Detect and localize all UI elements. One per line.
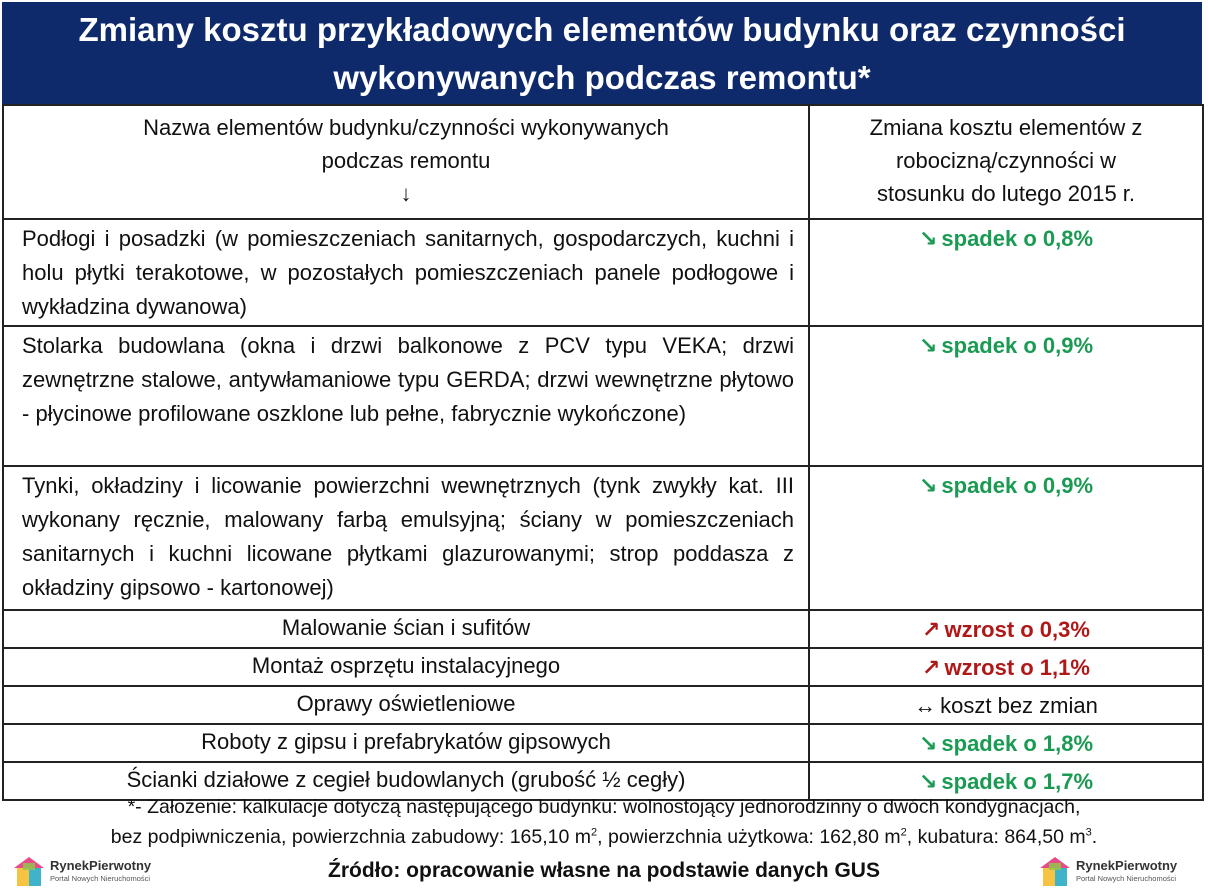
change-value: spadek o 1,7% <box>941 769 1094 794</box>
title-line-1: Zmiany kosztu przykładowych elementów budynku oraz czynności <box>78 11 1126 48</box>
header-change-cell <box>809 105 1203 219</box>
header-name-cell <box>3 105 809 219</box>
row-change <box>809 648 1203 686</box>
logo-right <box>1038 854 1177 890</box>
logo-name: RynekPierwotny <box>50 858 152 873</box>
logo-tagline: Portal Nowych Nieruchomości <box>50 874 151 883</box>
table-row <box>3 610 1203 648</box>
logo-name: RynekPierwotny <box>1076 858 1178 873</box>
row-change <box>809 610 1203 648</box>
logo-house-icon <box>1038 855 1072 889</box>
cost-table <box>2 104 1204 801</box>
change-value: koszt bez zmian <box>940 693 1098 718</box>
table-row <box>3 686 1203 724</box>
footnote <box>0 792 1208 852</box>
change-value: wzrost o 0,3% <box>944 617 1090 642</box>
row-name: Oprawy oświetleniowe <box>3 686 809 724</box>
trend-down-icon: ↘ <box>918 333 938 358</box>
header-change-line-3: stosunku do lutego 2015 r. <box>876 181 1136 206</box>
header-name-line-2: podczas remontu <box>321 148 491 173</box>
trend-down-icon: ↘ <box>918 226 938 251</box>
row-name: Montaż osprzętu instalacyjnego <box>3 648 809 686</box>
page-title <box>2 2 1202 104</box>
table-row <box>3 219 1203 326</box>
logo-tagline: Portal Nowych Nieruchomości <box>1076 874 1177 883</box>
logo-left <box>12 854 151 890</box>
change-value: spadek o 1,8% <box>941 731 1094 756</box>
trend-down-icon: ↘ <box>918 731 938 756</box>
trend-down-icon: ↘ <box>918 473 938 498</box>
row-change <box>809 466 1203 610</box>
change-value: wzrost o 1,1% <box>944 655 1090 680</box>
table-row <box>3 724 1203 762</box>
change-value: spadek o 0,8% <box>941 226 1094 251</box>
row-name: Tynki, okładziny i licowanie powierzchni wewnętrznych (tynk zwykły kat. III wykonany ręcznie, malowany farbą emulsyjną; ściany w pomieszczeniach sanitarnych i kuchni licowane płytkami glazurowanymi; strop poddasza z okładziny gipsowo - kartonowej) <box>3 466 809 610</box>
footnote-line-1: *- Założenie: kalkulacje dotyczą następującego budynku: wolnostojący jednorodzinny o dwóch kondygnacjach, <box>127 796 1081 818</box>
row-name: Ścianki działowe z cegieł budowlanych (grubość ½ cegły) <box>3 762 809 800</box>
change-value: spadek o 0,9% <box>941 333 1094 358</box>
change-value: spadek o 0,9% <box>941 473 1094 498</box>
row-change <box>809 724 1203 762</box>
trend-up-icon: ↗ <box>922 617 941 642</box>
trend-down-icon: ↘ <box>918 769 938 794</box>
row-change <box>809 326 1203 466</box>
source-note: Źródło: opracowanie własne na podstawie danych GUS <box>328 859 880 882</box>
header-change-line-1: Zmiana kosztu elementów z <box>869 115 1143 140</box>
row-change <box>809 686 1203 724</box>
row-change <box>809 219 1203 326</box>
row-name: Roboty z gipsu i prefabrykatów gipsowych <box>3 724 809 762</box>
footnote-line-2: bez podpiwniczenia, powierzchnia zabudowy: 165,10 $m^2$, powierzchnia użytkowa: 162,80 $m^2$, kubatura: 864,50 $m^3$. <box>110 826 1098 848</box>
no-change-icon: ↔ <box>914 693 937 718</box>
header-change-line-2: robocizną/czynności w <box>895 148 1117 173</box>
logo-house-icon <box>12 855 46 889</box>
table-row <box>3 466 1203 610</box>
row-name: Malowanie ścian i sufitów <box>3 610 809 648</box>
title-line-2: wykonywanych podczas remontu* <box>333 59 871 96</box>
table-row <box>3 648 1203 686</box>
row-name: Podłogi i posadzki (w pomieszczeniach sanitarnych, gospodarczych, kuchni i holu płytki terakotowe, w pozostałych pomieszczeniach panele podłogowe i wykładzina dywanowa) <box>3 219 809 326</box>
table-row <box>3 326 1203 466</box>
trend-up-icon: ↗ <box>922 655 941 680</box>
table-header-row <box>3 105 1203 219</box>
header-name-line-1: Nazwa elementów budynku/czynności wykonywanych <box>143 115 669 140</box>
down-arrow-icon: ↓ <box>400 181 412 206</box>
row-name: Stolarka budowlana (okna i drzwi balkonowe z PCV typu VEKA; drzwi zewnętrzne stalowe, antywłamaniowe typu GERDA; drzwi wewnętrzne płytowo - płycinowe profilowane oszklone lub pełne, fabrycznie wykończone) <box>3 326 809 466</box>
